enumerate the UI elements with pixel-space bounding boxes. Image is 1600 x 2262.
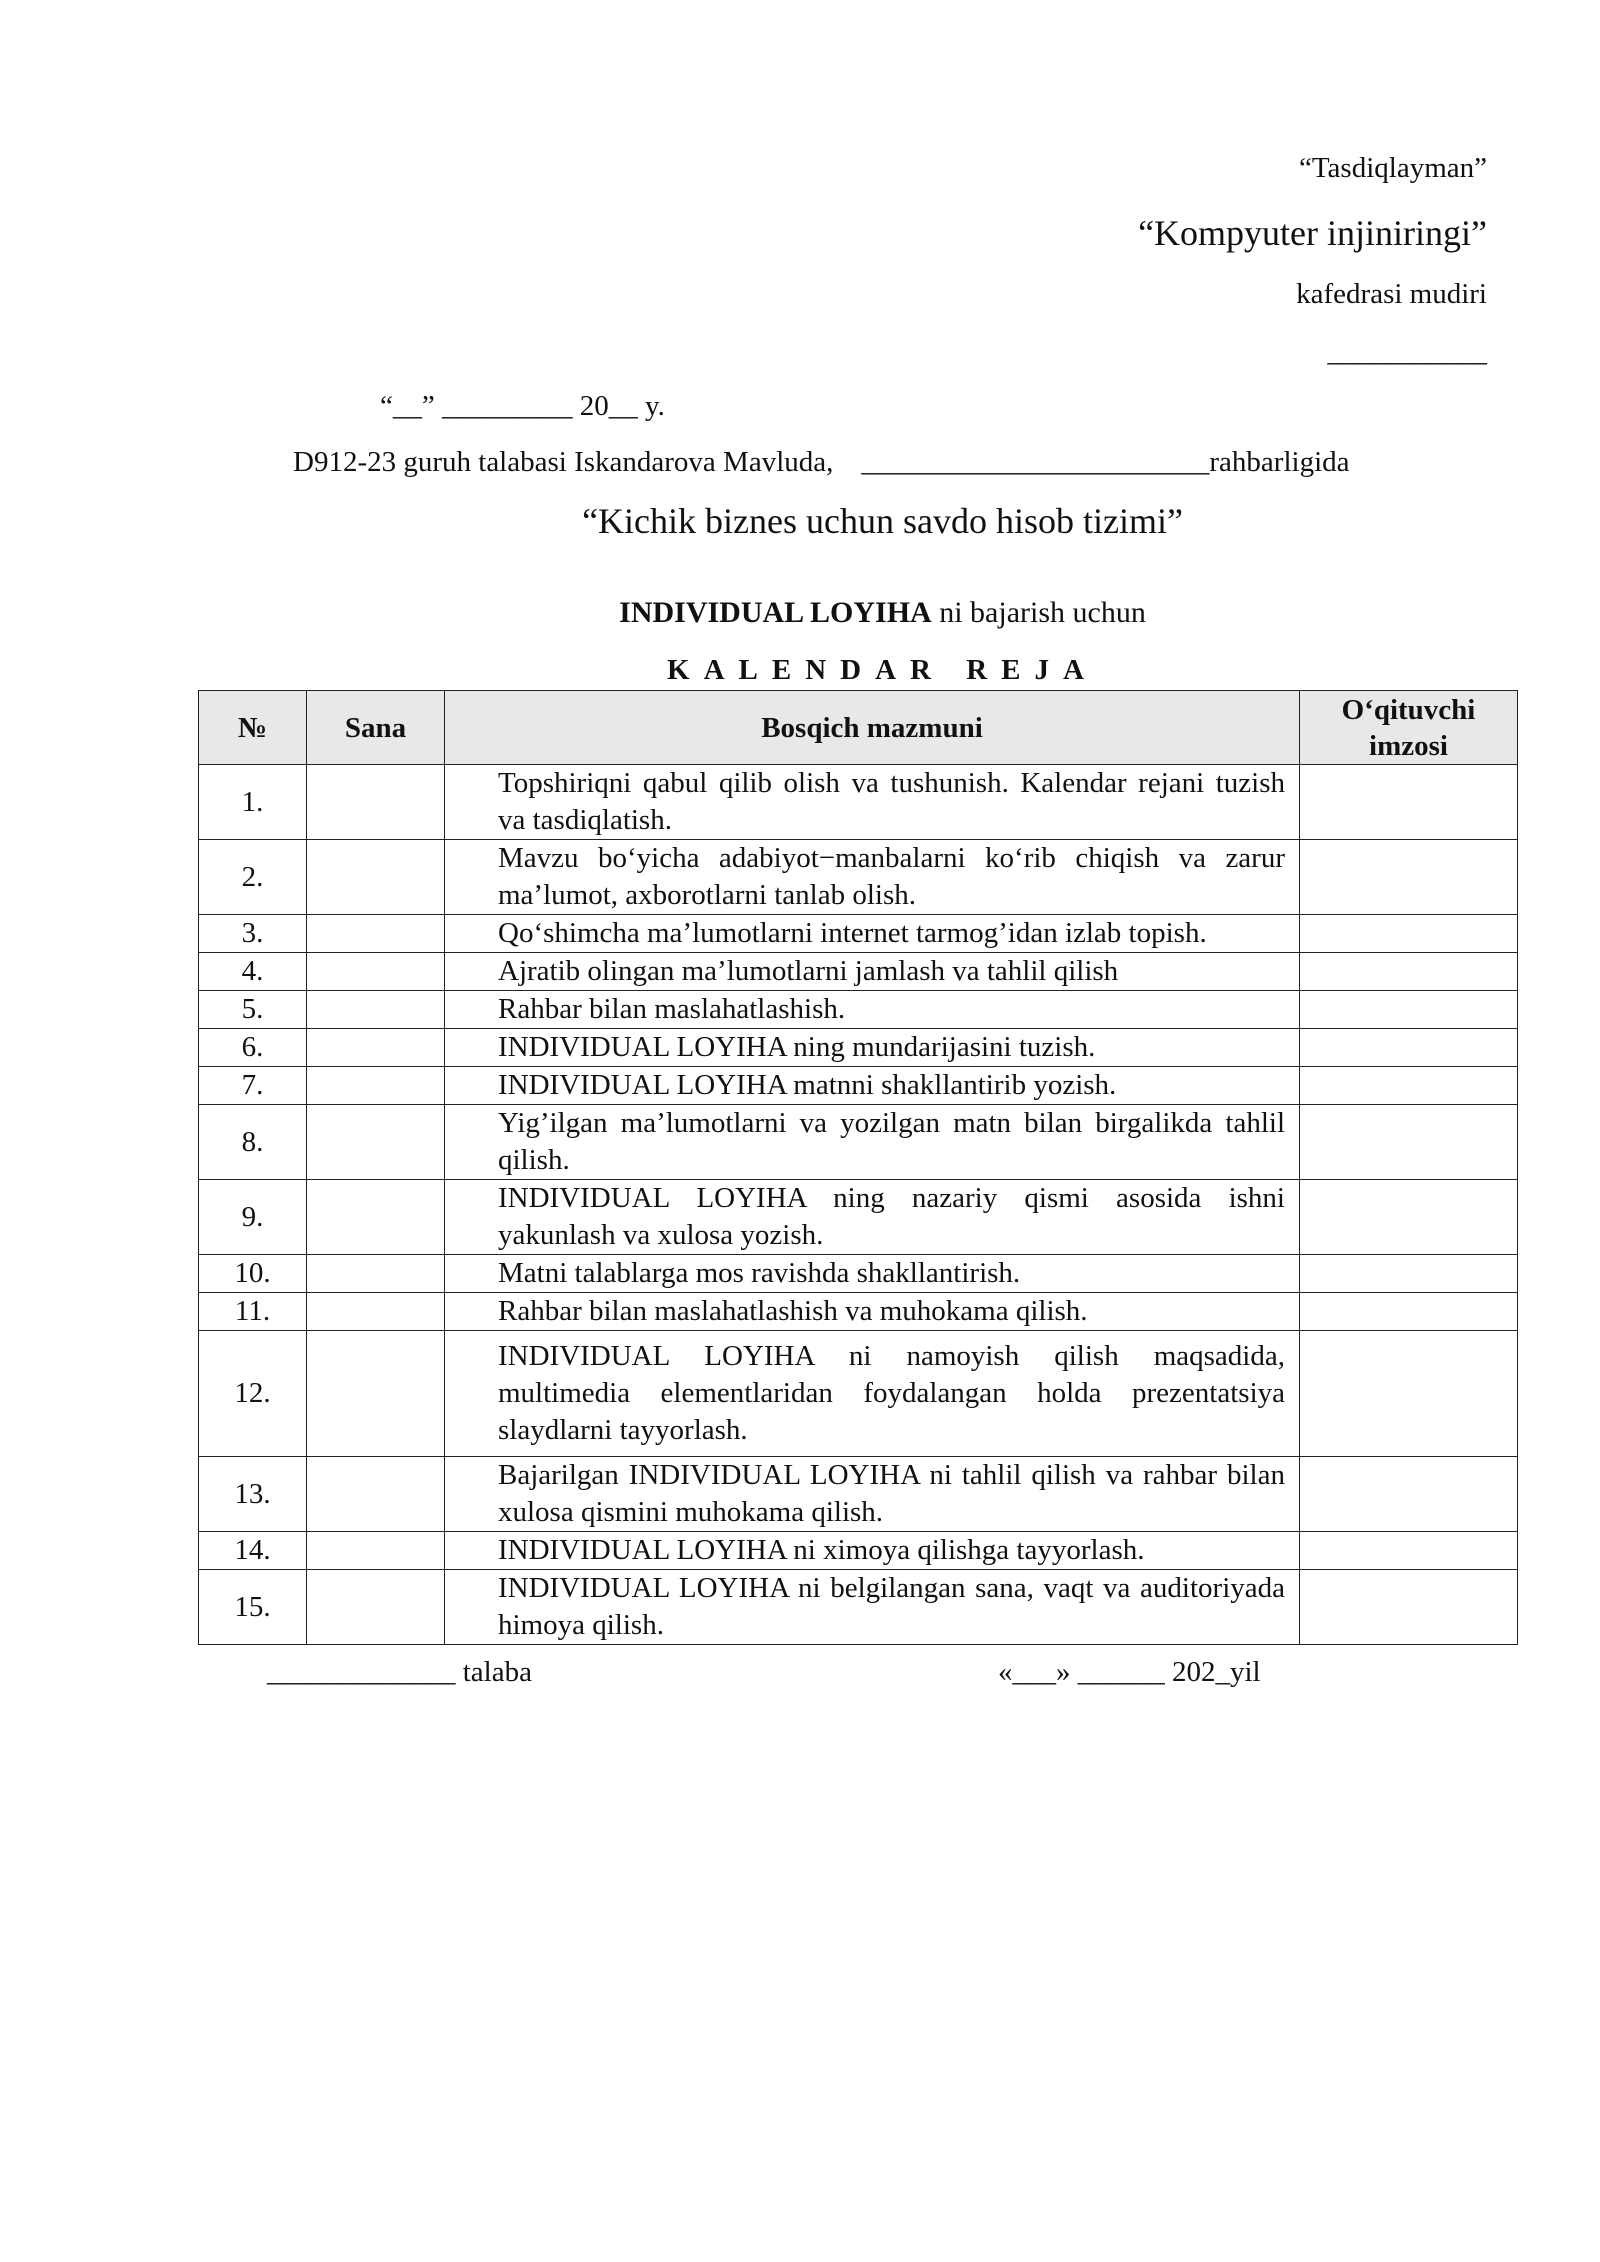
row-number: 2. <box>199 840 307 915</box>
row-content: Topshiriqni qabul qilib olish va tushunish. Kalendar rejani tuzish va tasdiqlatish. <box>445 765 1300 840</box>
row-number: 7. <box>199 1067 307 1105</box>
table-header-row <box>199 691 1518 765</box>
department-title: “Kompyuter injiniringi” <box>1138 213 1487 253</box>
row-number: 4. <box>199 953 307 991</box>
row-signature <box>1300 1029 1518 1067</box>
row-number: 3. <box>199 915 307 953</box>
row-date <box>307 1255 445 1293</box>
row-content: Yig’ilgan ma’lumotlarni va yozilgan matn bilan birgalikda tahlil qilish. <box>445 1105 1300 1180</box>
row-content: Rahbar bilan maslahatlashish. <box>445 991 1300 1029</box>
row-signature <box>1300 840 1518 915</box>
row-number: 11. <box>199 1293 307 1331</box>
column-header-content: Bosqich mazmuni <box>445 691 1300 765</box>
row-date <box>307 991 445 1029</box>
row-date <box>307 1105 445 1180</box>
row-date <box>307 953 445 991</box>
task-line <box>0 596 1600 630</box>
row-date <box>307 1331 445 1457</box>
row-content: Rahbar bilan maslahatlashish va muhokama qilish. <box>445 1293 1300 1331</box>
row-date <box>307 765 445 840</box>
row-signature <box>1300 1105 1518 1180</box>
project-title: “Kichik biznes uchun savdo hisob tizimi” <box>582 501 1183 541</box>
row-signature <box>1300 765 1518 840</box>
table-row <box>199 1457 1518 1532</box>
column-header-signature: O‘qituvchi imzosi <box>1300 691 1518 765</box>
student-line <box>293 446 1350 479</box>
row-signature <box>1300 1331 1518 1457</box>
row-number: 6. <box>199 1029 307 1067</box>
task-line-bold: INDIVIDUAL LOYIHA <box>619 596 932 629</box>
table-row <box>199 765 1518 840</box>
column-header-number: № <box>199 691 307 765</box>
row-number: 10. <box>199 1255 307 1293</box>
row-date <box>307 1457 445 1532</box>
row-content: Ajratib olingan ma’lumotlarni jamlash va tahlil qilish <box>445 953 1300 991</box>
table-row <box>199 1570 1518 1645</box>
table-body <box>199 765 1518 1645</box>
row-date <box>307 1029 445 1067</box>
row-content: INDIVIDUAL LOYIHA matnni shakllantirib yozish. <box>445 1067 1300 1105</box>
row-number: 1. <box>199 765 307 840</box>
row-content: INDIVIDUAL LOYIHA ning nazariy qismi asosida ishni yakunlash va xulosa yozish. <box>445 1180 1300 1255</box>
approval-heading: “Tasdiqlayman” <box>1298 152 1487 184</box>
row-date <box>307 915 445 953</box>
footer-student-signature: _____________ talaba <box>267 1656 532 1688</box>
row-date <box>307 840 445 915</box>
row-content: Matni talablarga mos ravishda shakllantirish. <box>445 1255 1300 1293</box>
table-row <box>199 1255 1518 1293</box>
row-date <box>307 1180 445 1255</box>
task-line-rest: ni bajarish uchun <box>931 596 1146 629</box>
table-row <box>199 915 1518 953</box>
table-row <box>199 1067 1518 1105</box>
row-signature <box>1300 1532 1518 1570</box>
supervisor-blank: ________________________rahbarligida <box>861 446 1350 478</box>
table-row <box>199 1331 1518 1457</box>
row-signature <box>1300 1457 1518 1532</box>
row-number: 15. <box>199 1570 307 1645</box>
row-signature <box>1300 1180 1518 1255</box>
row-date <box>307 1067 445 1105</box>
row-number: 13. <box>199 1457 307 1532</box>
column-header-date: Sana <box>307 691 445 765</box>
calendar-plan-heading: KALENDAR REJA <box>667 654 1098 686</box>
row-number: 5. <box>199 991 307 1029</box>
table-row <box>199 1180 1518 1255</box>
table-row <box>199 840 1518 915</box>
row-date <box>307 1532 445 1570</box>
row-date <box>307 1570 445 1645</box>
row-signature <box>1300 1255 1518 1293</box>
row-content: INDIVIDUAL LOYIHA ni ximoya qilishga tayyorlash. <box>445 1532 1300 1570</box>
row-number: 12. <box>199 1331 307 1457</box>
table-row <box>199 1029 1518 1067</box>
row-content: INDIVIDUAL LOYIHA ni belgilangan sana, vaqt va auditoriyada himoya qilish. <box>445 1570 1300 1645</box>
table-row <box>199 953 1518 991</box>
row-signature <box>1300 1570 1518 1645</box>
calendar-plan-table <box>198 690 1518 1645</box>
row-signature <box>1300 953 1518 991</box>
table-row <box>199 1105 1518 1180</box>
department-head-role: kafedrasi mudiri <box>1296 278 1487 310</box>
row-date <box>307 1293 445 1331</box>
row-content: INDIVIDUAL LOYIHA ning mundarijasini tuzish. <box>445 1029 1300 1067</box>
table-row <box>199 1293 1518 1331</box>
footer-date: «___» ______ 202_yil <box>998 1656 1261 1688</box>
row-signature <box>1300 991 1518 1029</box>
table-row <box>199 991 1518 1029</box>
row-signature <box>1300 915 1518 953</box>
approval-date-line: “__” _________ 20__ y. <box>380 390 665 422</box>
table-row <box>199 1532 1518 1570</box>
row-number: 8. <box>199 1105 307 1180</box>
row-content: INDIVIDUAL LOYIHA ni namoyish qilish maqsadida, multimedia elementlaridan foydalangan holda prezentatsiya slaydlarni tayyorlash. <box>445 1331 1300 1457</box>
row-signature <box>1300 1067 1518 1105</box>
row-content: Qo‘shimcha ma’lumotlarni internet tarmog’idan izlab topish. <box>445 915 1300 953</box>
row-content: Bajarilgan INDIVIDUAL LOYIHA ni tahlil qilish va rahbar bilan xulosa qismini muhokama qilish. <box>445 1457 1300 1532</box>
approval-signature-line: ___________ <box>1327 336 1487 368</box>
row-content: Mavzu bo‘yicha adabiyot−manbalarni ko‘rib chiqish va zarur ma’lumot, axborotlarni tanlab olish. <box>445 840 1300 915</box>
row-signature <box>1300 1293 1518 1331</box>
row-number: 14. <box>199 1532 307 1570</box>
row-number: 9. <box>199 1180 307 1255</box>
student-info: D912-23 guruh talabasi Iskandarova Mavluda, <box>293 446 834 478</box>
